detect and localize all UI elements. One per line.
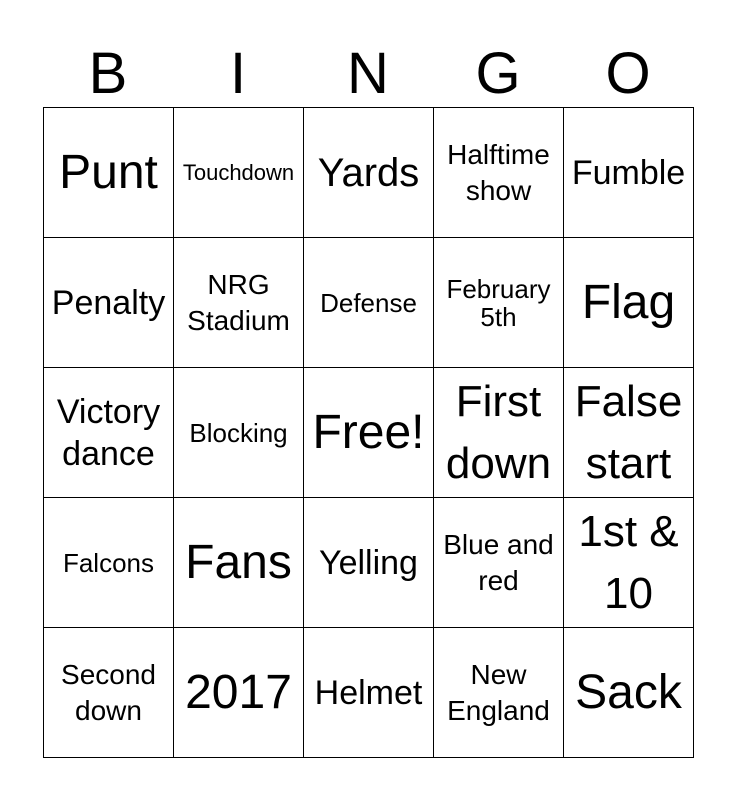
bingo-cell[interactable] [564, 498, 694, 628]
bingo-cell[interactable] [44, 368, 174, 498]
cell-label: Blocking [189, 417, 288, 448]
cell-label: NRG Stadium [187, 268, 290, 336]
bingo-cell[interactable] [564, 108, 694, 238]
cell-label: Yelling [319, 543, 418, 582]
cell-label: Halftime show [447, 138, 550, 206]
header-letter-i: I [229, 41, 247, 106]
cell-label: Sack [575, 665, 682, 719]
cell-label: 2017 [185, 665, 292, 719]
bingo-cell[interactable] [174, 368, 304, 498]
header-letter-n: N [347, 41, 389, 106]
cell-label: Defense [320, 287, 417, 318]
cell-label: First down [445, 376, 552, 488]
bingo-cell[interactable] [304, 498, 434, 628]
bingo-cell[interactable] [434, 238, 564, 368]
bingo-cell[interactable] [174, 238, 304, 368]
bingo-cell[interactable] [44, 238, 174, 368]
bingo-cell[interactable] [44, 498, 174, 628]
cell-label: Yards [317, 150, 420, 195]
bingo-cell[interactable] [174, 498, 304, 628]
cell-label: Flag [581, 275, 676, 329]
cell-label: Penalty [51, 283, 166, 322]
bingo-cell[interactable] [434, 368, 564, 498]
cell-label: Helmet [314, 673, 423, 712]
bingo-cell[interactable] [434, 498, 564, 628]
cell-label: Falcons [62, 547, 155, 578]
bingo-cell[interactable] [174, 628, 304, 758]
bingo-cell[interactable] [304, 628, 434, 758]
bingo-cell[interactable] [564, 628, 694, 758]
cell-label: Fans [185, 535, 292, 589]
bingo-cell[interactable] [434, 108, 564, 238]
bingo-cell[interactable] [564, 238, 694, 368]
bingo-cell[interactable] [304, 108, 434, 238]
cell-label: Touchdown [182, 159, 295, 185]
cell-label: Fumble [571, 153, 686, 192]
bingo-cell[interactable] [304, 238, 434, 368]
bingo-board [43, 107, 694, 758]
header-letter-o: O [605, 41, 651, 106]
cell-label: New England [447, 658, 550, 726]
bingo-cell[interactable] [564, 368, 694, 498]
cell-label: False start [574, 376, 683, 488]
bingo-cell[interactable] [174, 108, 304, 238]
cell-label: Free! [312, 405, 425, 459]
bingo-cell[interactable] [44, 628, 174, 758]
bingo-header [43, 40, 693, 108]
cell-label: 1st & 10 [578, 506, 679, 618]
cell-label: Victory dance [56, 392, 161, 473]
cell-label: Second down [61, 658, 156, 726]
bingo-cell[interactable] [304, 368, 434, 498]
cell-label: Blue and red [443, 528, 554, 596]
cell-label: February 5th [446, 273, 551, 332]
cell-label: Punt [59, 145, 158, 199]
header-letter-b: B [88, 41, 128, 106]
bingo-cell[interactable] [44, 108, 174, 238]
bingo-cell[interactable] [434, 628, 564, 758]
header-letter-g: G [475, 41, 521, 106]
